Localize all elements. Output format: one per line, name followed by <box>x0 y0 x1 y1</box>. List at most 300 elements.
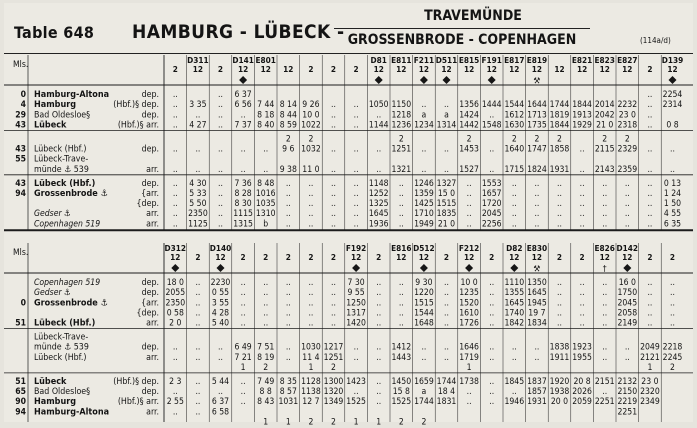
time-cell: 1138 <box>301 387 321 398</box>
time-cell: .. <box>534 342 540 353</box>
time-cell: 1515 <box>414 298 434 309</box>
time-cell: 1115 <box>233 209 253 220</box>
time-cell: 1923 <box>572 342 592 353</box>
train-number: D511 <box>435 55 458 65</box>
time-cell: 2256 <box>481 219 502 230</box>
time-cell: 1300 <box>323 377 344 387</box>
train-number: D311 <box>187 55 209 65</box>
arr-dep-label: (Hbf.)§ arr. <box>117 120 159 131</box>
class-indicator: 2 <box>556 252 563 262</box>
time-cell: 1220 <box>414 288 434 299</box>
miles-value: 4 <box>20 100 26 111</box>
time-cell: 1150 <box>391 100 412 111</box>
time-cell: .. <box>444 298 449 309</box>
station-name: Gedser ⚓ <box>34 288 71 299</box>
time-cell: 1 <box>263 417 269 428</box>
time-cell: 2 3 <box>169 377 182 387</box>
time-cell: 1250 <box>346 298 366 309</box>
time-cell: 1645 <box>368 209 389 220</box>
time-cell: .. <box>308 199 314 210</box>
time-cell: 2 <box>624 134 630 145</box>
train-number: F192 <box>345 243 367 253</box>
restaurant-car-icon <box>239 76 247 84</box>
station-name: münde ⚓ 539 <box>34 342 89 353</box>
time-cell: .. <box>218 352 223 363</box>
time-cell: .. <box>511 178 517 189</box>
time-cell: .. <box>331 100 336 111</box>
time-cell: .. <box>240 278 246 289</box>
time-cell: .. <box>489 164 495 175</box>
time-cell: 2254 <box>662 90 683 101</box>
time-cell: 2026 <box>572 387 592 398</box>
time-cell: .. <box>398 219 404 230</box>
station-name: Copenhagen 519 <box>34 219 101 230</box>
time-cell: .. <box>579 308 585 319</box>
time-cell: 11 0 <box>302 164 320 175</box>
train-number: D512 <box>413 243 435 253</box>
time-cell: .. <box>398 178 404 189</box>
class-indicator: 2 <box>489 252 495 262</box>
time-cell: 2 <box>670 362 675 373</box>
time-cell: 1955 <box>572 352 592 363</box>
arr-dep-label: {arr. <box>141 189 159 199</box>
time-cell: .. <box>624 352 630 363</box>
class-indicator: 12 <box>396 252 407 262</box>
class-indicator: 12 <box>418 64 430 74</box>
class-indicator: 2 <box>330 64 337 74</box>
time-cell: .. <box>240 397 246 408</box>
time-cell: .. <box>489 352 495 363</box>
train-number: D82 <box>506 243 523 253</box>
class-indicator: 12 <box>170 252 181 262</box>
time-cell: 1946 <box>504 397 525 408</box>
time-cell: 1544 <box>414 308 434 319</box>
arr-dep-label: arr. <box>146 219 159 230</box>
time-cell: 2 <box>466 134 472 145</box>
time-cell: .. <box>353 342 359 353</box>
restaurant-car-icon <box>443 76 451 84</box>
time-cell: 2329 <box>617 144 638 155</box>
time-cell: .. <box>421 352 427 363</box>
time-cell: 1144 <box>368 120 389 131</box>
time-cell: .. <box>511 219 517 230</box>
time-cell: .. <box>308 318 314 329</box>
time-cell: .. <box>398 199 404 210</box>
time-cell: 1444 <box>481 100 502 111</box>
time-cell: 2059 <box>572 397 592 408</box>
class-indicator: 12 <box>599 252 610 262</box>
class-indicator: 12 <box>531 252 543 262</box>
miles-value: 94 <box>15 189 26 199</box>
time-cell: .. <box>489 110 495 121</box>
station-name: Gedser ⚓ <box>34 209 71 220</box>
time-cell: .. <box>285 189 291 199</box>
time-cell: 1744 <box>414 397 434 408</box>
class-indicator: 2 <box>647 64 653 74</box>
time-cell: 4 28 <box>211 308 230 319</box>
time-cell: 18 0 <box>166 278 184 289</box>
time-cell: 18 4 <box>437 387 456 398</box>
time-cell: .. <box>195 308 201 319</box>
time-cell: .. <box>285 352 291 363</box>
time-cell: .. <box>647 199 653 210</box>
time-cell: 1453 <box>459 144 479 155</box>
class-indicator: 12 <box>463 64 475 74</box>
time-cell: .. <box>353 144 359 155</box>
time-cell: .. <box>624 219 630 230</box>
class-indicator: 12 <box>486 64 497 74</box>
time-cell: .. <box>308 178 314 189</box>
time-cell: 2314 <box>662 100 683 111</box>
class-indicator: 12 <box>418 252 430 262</box>
time-cell: .. <box>353 209 359 220</box>
time-cell: .. <box>489 397 495 408</box>
time-cell: .. <box>195 352 201 363</box>
station-name: Copenhagen 519 <box>34 278 101 289</box>
train-number: F191 <box>481 55 502 65</box>
time-cell: .. <box>376 164 382 175</box>
time-cell: 1911 <box>549 352 570 363</box>
time-cell: .. <box>308 209 314 220</box>
time-cell: 4 30 <box>189 178 207 189</box>
time-cell: 1646 <box>459 342 479 353</box>
time-cell: .. <box>263 288 269 299</box>
time-cell: .. <box>602 199 608 210</box>
time-cell: 7 44 <box>257 100 275 111</box>
time-cell: .. <box>466 387 472 398</box>
time-cell: 2350 <box>165 298 186 309</box>
route-title: HAMBURG - LÜBECK - <box>132 21 345 43</box>
station-name: Lübeck (Hbf.) <box>34 144 87 155</box>
time-cell: 8 30 <box>234 199 252 210</box>
time-cell: .. <box>263 278 269 289</box>
time-cell: a <box>421 110 427 121</box>
arr-dep-label: arr. <box>146 164 159 175</box>
time-cell: 1443 <box>391 352 412 363</box>
time-cell: .. <box>331 209 336 220</box>
time-cell: .. <box>285 288 291 299</box>
time-cell: .. <box>624 189 630 199</box>
time-cell: .. <box>172 120 178 131</box>
time-cell: .. <box>602 209 608 220</box>
time-cell: .. <box>670 298 675 309</box>
time-cell: .. <box>557 298 562 309</box>
time-cell: 2 <box>398 134 404 145</box>
time-cell: .. <box>376 397 382 408</box>
station-name: münde ⚓ 539 <box>34 164 89 175</box>
hammers-icon: ⚒ <box>533 264 541 275</box>
time-cell: .. <box>240 144 246 155</box>
time-cell: .. <box>647 219 653 230</box>
time-cell: .. <box>195 278 201 289</box>
time-cell: .. <box>285 178 291 189</box>
hammers-icon: ⚒ <box>533 76 541 87</box>
time-cell: .. <box>647 308 653 319</box>
train-number: D81 <box>370 55 387 65</box>
time-cell: .. <box>172 90 178 101</box>
arr-dep-label: dep. <box>141 90 159 101</box>
class-indicator: 2 <box>308 64 314 74</box>
time-cell: .. <box>579 178 585 189</box>
class-indicator: 2 <box>285 252 291 262</box>
time-cell: .. <box>444 144 449 155</box>
time-cell: .. <box>331 278 336 289</box>
time-cell: .. <box>489 377 495 387</box>
time-cell: 1844 <box>572 100 592 111</box>
time-cell: 1630 <box>504 120 525 131</box>
time-cell: .. <box>263 298 269 309</box>
time-cell: 1931 <box>549 164 570 175</box>
time-cell: 7 21 <box>234 352 252 363</box>
train-number: E827 <box>617 55 638 65</box>
arr-dep-label: arr. <box>146 352 159 363</box>
time-cell: 8 59 <box>279 120 297 131</box>
time-cell: 5 33 <box>189 189 207 199</box>
time-cell: .. <box>195 342 201 353</box>
time-cell: 1931 <box>527 397 547 408</box>
time-cell: .. <box>218 199 223 210</box>
time-cell: 7 37 <box>234 120 252 131</box>
time-cell: 3 55 <box>211 298 230 309</box>
time-cell: 6 35 <box>663 219 682 230</box>
time-cell: .. <box>376 377 382 387</box>
time-cell: 2 <box>263 362 269 373</box>
time-cell: .. <box>240 288 246 299</box>
arr-dep-label: dep. <box>141 278 159 289</box>
train-number: E817 <box>504 55 525 65</box>
time-cell: .. <box>557 199 562 210</box>
time-cell: .. <box>534 219 540 230</box>
time-cell: .. <box>489 298 495 309</box>
time-cell: .. <box>670 308 675 319</box>
time-cell: .. <box>602 278 608 289</box>
time-cell: 1857 <box>527 387 547 398</box>
time-cell: 2320 <box>640 387 660 398</box>
time-cell: 1234 <box>414 120 434 131</box>
time-cell: 2 <box>308 134 314 145</box>
time-cell: a <box>421 387 427 398</box>
time-cell: 21 0 <box>437 219 456 230</box>
restaurant-car-icon <box>669 76 677 84</box>
time-cell: .. <box>647 144 653 155</box>
time-cell: 1442 <box>459 120 479 131</box>
time-cell: .. <box>670 278 675 289</box>
time-cell: 6 58 <box>211 407 230 418</box>
time-cell: .. <box>195 144 201 155</box>
time-cell: 2 55 <box>166 397 184 408</box>
route-destination-top: TRAVEMÜNDE <box>424 8 522 24</box>
time-cell: .. <box>172 100 178 111</box>
arr-dep-label: dep. <box>141 144 159 155</box>
time-cell: 2219 <box>617 397 638 408</box>
time-cell: .. <box>308 278 314 289</box>
time-cell: .. <box>353 199 359 210</box>
arr-dep-label: arr. <box>146 209 159 220</box>
time-cell: 1 24 <box>663 189 682 199</box>
time-cell: 2 <box>511 134 517 145</box>
time-cell: 8 57 <box>279 387 297 398</box>
time-cell: 1713 <box>527 110 547 121</box>
time-cell: .. <box>218 90 223 101</box>
time-cell: .. <box>444 318 449 329</box>
time-cell: 6 49 <box>234 342 252 353</box>
time-cell: .. <box>444 164 449 175</box>
time-cell: .. <box>376 308 382 319</box>
time-cell: 1450 <box>391 377 412 387</box>
time-cell: .. <box>218 209 223 220</box>
time-cell: 2349 <box>640 397 660 408</box>
time-cell: .. <box>511 199 517 210</box>
time-cell: .. <box>670 318 675 329</box>
time-cell: 0 58 <box>166 308 184 319</box>
time-cell: .. <box>376 298 382 309</box>
time-cell: 1929 <box>572 120 592 131</box>
time-cell: .. <box>195 377 201 387</box>
time-cell: 1747 <box>527 144 547 155</box>
time-cell: .. <box>308 189 314 199</box>
time-cell: 1834 <box>527 318 547 329</box>
miles-value: 43 <box>15 120 26 131</box>
arr-dep-label: dep. <box>141 178 159 189</box>
time-cell: .. <box>172 199 178 210</box>
time-cell: 1738 <box>459 377 479 387</box>
time-cell: 1325 <box>368 199 389 210</box>
time-cell: .. <box>331 298 336 309</box>
class-indicator: 12 <box>667 64 678 74</box>
miles-value: 43 <box>15 144 26 155</box>
table-reference: (114a/d) <box>640 36 671 45</box>
class-indicator: 2 <box>330 252 337 262</box>
class-indicator: 2 <box>353 64 359 74</box>
time-cell: .. <box>376 144 382 155</box>
time-cell: .. <box>602 298 608 309</box>
time-cell: 7 51 <box>257 342 275 353</box>
arr-dep-label: dep. <box>141 110 159 121</box>
time-cell: .. <box>398 189 404 199</box>
time-cell: 2 <box>557 134 562 145</box>
train-number: D142 <box>616 243 639 253</box>
time-cell: .. <box>172 209 178 220</box>
time-cell: .. <box>218 178 223 189</box>
time-cell: 1 <box>285 417 291 428</box>
time-cell: .. <box>240 164 246 175</box>
time-cell: 2042 <box>594 110 615 121</box>
time-cell: .. <box>466 178 472 189</box>
time-cell: .. <box>285 342 291 353</box>
time-cell: .. <box>647 318 653 329</box>
time-cell: .. <box>353 164 359 175</box>
train-number: D139 <box>661 55 684 65</box>
time-cell: .. <box>489 342 495 353</box>
time-cell: 0 55 <box>211 288 230 299</box>
time-cell: .. <box>285 209 291 220</box>
time-cell: 20 8 <box>573 377 591 387</box>
train-number: E823 <box>594 55 615 65</box>
time-cell: 4 55 <box>663 209 682 220</box>
miles-value: 43 <box>15 178 26 189</box>
time-cell: .. <box>308 298 314 309</box>
time-cell: 1 <box>353 417 359 428</box>
class-indicator: 12 <box>554 64 565 74</box>
time-cell: 1720 <box>481 199 502 210</box>
time-cell: 2 0 <box>169 318 182 329</box>
time-cell: 8 28 <box>234 189 252 199</box>
time-cell: 1320 <box>323 387 344 398</box>
time-cell: 8 43 <box>257 397 275 408</box>
miles-value: 90 <box>15 397 26 408</box>
train-number: D141 <box>232 55 254 65</box>
time-cell: 23 0 <box>641 377 659 387</box>
time-cell: 1527 <box>459 164 479 175</box>
time-cell: 6 37 <box>211 397 230 408</box>
restaurant-car-icon <box>171 264 179 272</box>
time-cell: 1824 <box>527 164 547 175</box>
time-cell: 0 8 <box>666 120 679 131</box>
timetable-grid <box>4 3 693 428</box>
time-cell: .. <box>285 219 291 230</box>
time-cell: 2 <box>398 417 404 428</box>
station-name: Lübeck-Trave- <box>34 154 89 165</box>
train-number: E816 <box>391 243 412 253</box>
time-cell: 1548 <box>481 120 502 131</box>
restaurant-car-icon <box>375 76 383 84</box>
time-cell: 1945 <box>527 298 547 309</box>
time-cell: .. <box>195 164 201 175</box>
time-cell: 2 <box>331 362 336 373</box>
class-indicator: 12 <box>441 64 452 74</box>
train-number: E815 <box>458 55 480 65</box>
arr-dep-label: dep. <box>141 342 159 353</box>
class-indicator: 2 <box>263 252 269 262</box>
time-cell: 1842 <box>504 318 525 329</box>
time-cell: 0 13 <box>663 178 682 189</box>
train-number: D140 <box>209 243 232 253</box>
time-cell: .. <box>579 219 585 230</box>
time-cell: .. <box>195 397 201 408</box>
time-cell: .. <box>624 199 630 210</box>
time-cell: .. <box>489 308 495 319</box>
time-cell: 1520 <box>459 298 479 309</box>
time-cell: 2230 <box>210 278 231 289</box>
time-cell: 1659 <box>414 377 434 387</box>
time-cell: .. <box>511 387 517 398</box>
time-cell: 1750 <box>617 288 638 299</box>
time-cell: .. <box>172 189 178 199</box>
class-indicator: 12 <box>396 64 407 74</box>
time-cell: 1356 <box>459 100 479 111</box>
time-cell: 1246 <box>414 178 434 189</box>
time-cell: .. <box>195 318 201 329</box>
time-cell: 8 19 <box>257 352 275 363</box>
time-cell: 1327 <box>436 178 457 189</box>
time-cell: 1317 <box>346 308 366 319</box>
miles-value: 94 <box>15 407 26 418</box>
time-cell: .. <box>218 110 223 121</box>
class-indicator: 2 <box>308 252 314 262</box>
station-name: Hamburg-Altona <box>34 90 110 101</box>
time-cell: 1744 <box>549 100 570 111</box>
time-cell: .. <box>398 209 404 220</box>
time-cell: .. <box>534 189 540 199</box>
class-indicator: 12 <box>509 252 520 262</box>
time-cell: .. <box>444 342 449 353</box>
restaurant-car-icon <box>217 264 225 272</box>
time-cell: .. <box>285 278 291 289</box>
arr-dep-label: (Hbf.)§ dep. <box>113 377 159 387</box>
time-cell: 1350 <box>527 278 547 289</box>
time-cell: 21 0 <box>596 120 614 131</box>
time-cell: 9 38 <box>279 164 297 175</box>
